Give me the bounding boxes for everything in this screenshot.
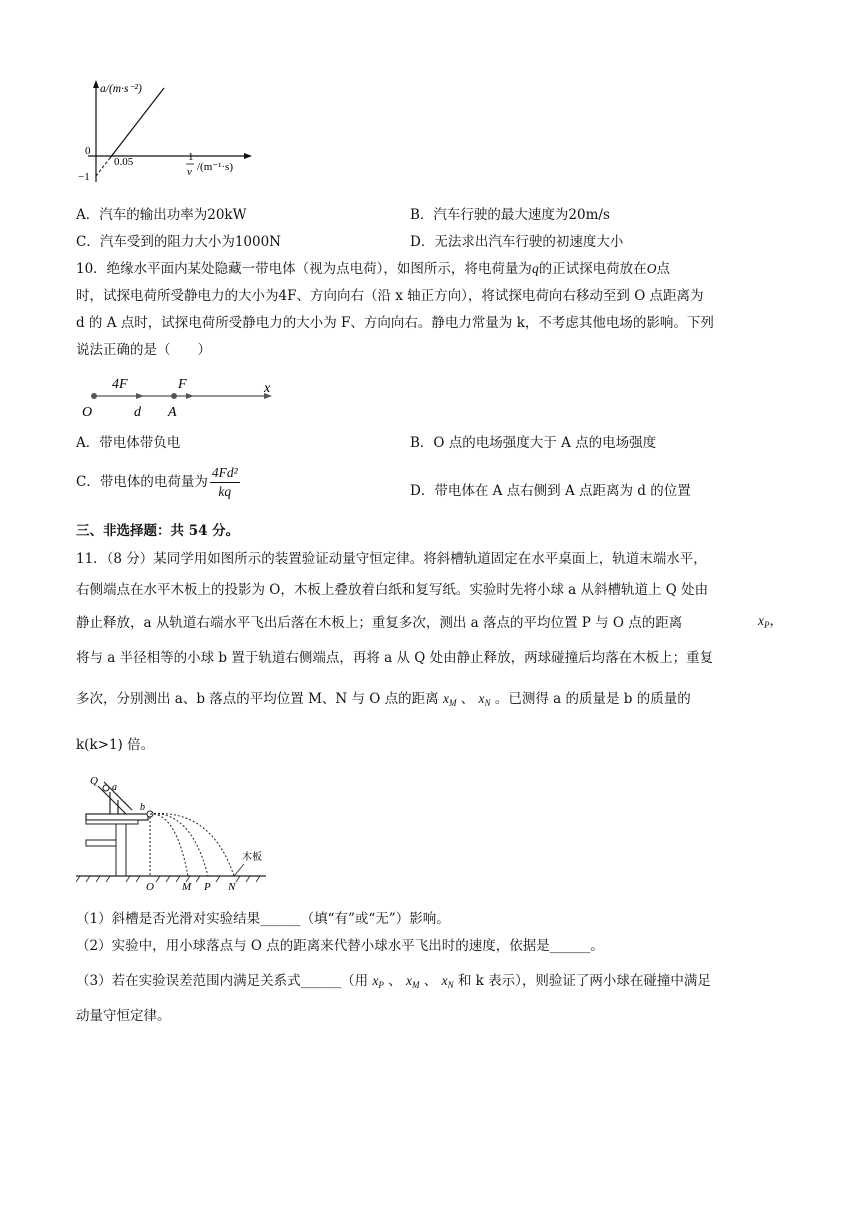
distance-d-label: d xyxy=(134,405,141,420)
x-axis-letter: x xyxy=(264,381,271,396)
label-board: 木板 xyxy=(242,852,262,863)
x-axis-unit: /(m⁻¹·s) xyxy=(197,161,233,173)
acceleration-graph xyxy=(76,78,266,190)
q9-option-b: B．汽车行驶的最大速度为20m/s xyxy=(410,207,610,223)
y-intercept-label: −1 xyxy=(78,171,90,183)
label-n: N xyxy=(228,881,236,892)
q10-line-3: d 的 A 点时，试探电荷所受静电力的大小为 F、方向向右。静电力常量为 k，不考虑其他电场的影响。下列 xyxy=(76,315,714,331)
q9-option-d: D．无法求出汽车行驶的初速度大小 xyxy=(410,234,624,250)
q11-line-4: 将与 a 半径相等的小球 b 置于轨道右侧端点，再将 a 从 Q 处由静止释放，两球碰撞后均落在木板上；重复 xyxy=(76,650,714,666)
label-a: a xyxy=(112,782,117,793)
x-axis-label-num: 1 xyxy=(188,151,194,163)
force-4f-label: 4F xyxy=(112,377,128,392)
label-m: M xyxy=(182,881,192,892)
y-axis-label: a/(m·s⁻²) xyxy=(100,83,142,95)
charge-fraction: $\frac{\text{4Fd²}}{kq}$ xyxy=(211,465,238,499)
force-f-label: F xyxy=(178,377,187,392)
x-axis-label-den: v xyxy=(187,166,192,178)
origin-label: 0 xyxy=(85,145,91,157)
label-b: b xyxy=(140,802,145,813)
q11-sub-3: （3）若在实验误差范围内满足关系式______（用 $x_P$ 、 $x_M$ 、 $x_N$ 和 k 表示），则验证了两小球在碰撞中满足 xyxy=(76,973,711,990)
section-three-title: 三、非选择题：共 54 分。 xyxy=(76,523,240,539)
label-p: P xyxy=(204,881,211,892)
q9-option-c: C．汽车受到的阻力大小为1000N xyxy=(76,234,281,250)
q11-line-6: k(k>1) 倍。 xyxy=(76,737,155,753)
q11-line-5: 多次，分别测出 a、b 落点的平均位置 M、N 与 O 点的距离 $x_M$ 、 $x_N$ 。已测得 a 的质量是 b 的质量的 xyxy=(76,691,691,708)
label-o: O xyxy=(146,881,154,892)
q10-option-d: D．带电体在 A 点右侧到 A 点距离为 d 的位置 xyxy=(410,483,691,499)
force-axis-diagram xyxy=(76,370,286,422)
q11-sub-3-cont: 动量守恒定律。 xyxy=(76,1008,171,1024)
q11-line-1: 11．（8 分）某同学用如图所示的装置验证动量守恒定律。将斜槽轨道固定在水平桌面上，轨道末端水平， xyxy=(76,551,707,567)
q11-xp-symbol: $x_P$， xyxy=(758,613,783,630)
q11-sub-1: （1）斜槽是否光滑对实验结果______（填“有”或“无”）影响。 xyxy=(76,911,450,927)
q11-line-2: 右侧端点在水平木板上的投影为 O，木板上叠放着白纸和复写纸。实验时先将小球 a 从斜槽轨道上 Q 处由 xyxy=(76,582,709,598)
q10-line-4: 说法正确的是（ ） xyxy=(76,342,211,358)
q9-option-a: A．汽车的输出功率为20kW xyxy=(76,207,247,223)
point-o-label: O xyxy=(82,405,93,420)
q10-option-c: C．带电体的电荷量为 $\frac{\text{4Fd²}}{kq}$ xyxy=(76,465,238,499)
x-intercept-label: 0.05 xyxy=(114,156,134,168)
q11-line-3: 静止释放，a 从轨道右端水平飞出后落在木板上；重复多次，测出 a 落点的平均位置 P 与 O 点的距离 xyxy=(76,615,683,631)
label-q: Q xyxy=(90,775,98,787)
q10-option-b: B．O 点的电场强度大于 A 点的电场强度 xyxy=(410,435,657,451)
q10-line-1: 10．绝缘水平面内某处隐藏一带电体（视为点电荷），如图所示，将电荷量为q的正试探电荷放在O点 xyxy=(76,261,670,277)
apparatus-figure xyxy=(76,772,276,892)
point-a-label: A xyxy=(168,405,177,420)
q10-option-a: A．带电体带负电 xyxy=(76,435,181,451)
q10-line-2: 时，试探电荷所受静电力的大小为4F、方向向右（沿 x 轴正方向），将试探电荷向右移动至到 O 点距离为 xyxy=(76,288,704,304)
q11-sub-2: （2）实验中，用小球落点与 O 点的距离来代替小球水平飞出时的速度，依据是______。 xyxy=(76,938,604,954)
